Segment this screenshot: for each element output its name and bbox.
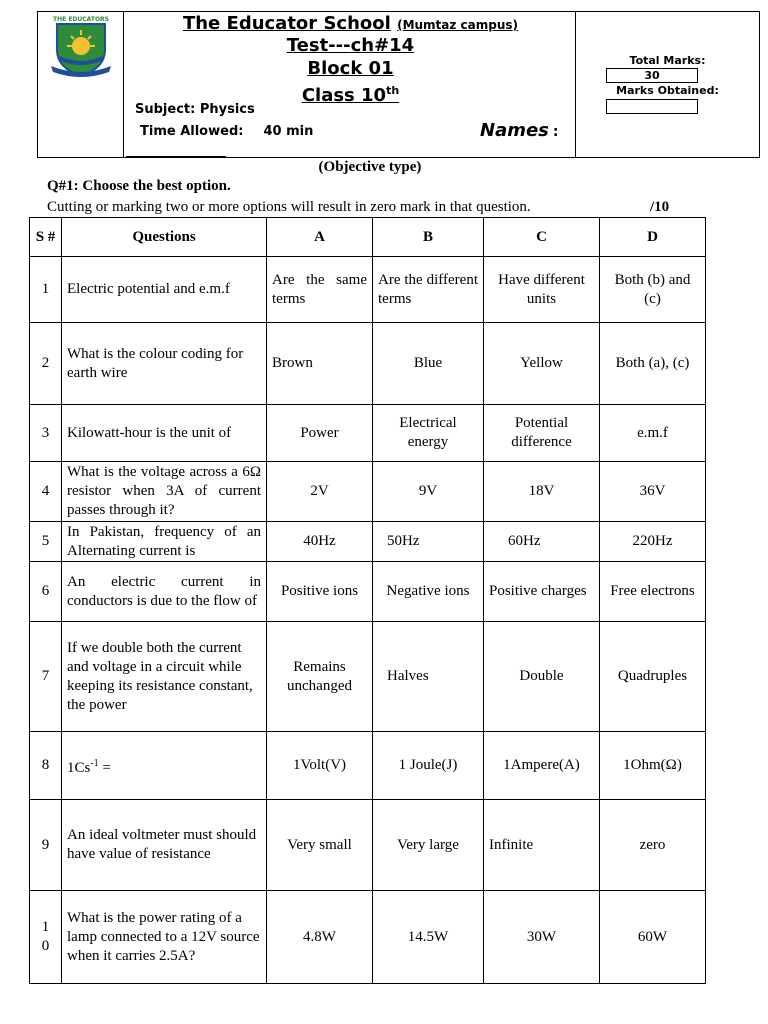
option-b[interactable]: 1 Joule(J) xyxy=(373,732,484,800)
campus-name: (Mumtaz campus) xyxy=(397,18,519,32)
option-c[interactable]: Yellow xyxy=(484,323,600,405)
option-b[interactable]: Very large xyxy=(373,800,484,891)
option-d[interactable]: 1Ohm(Ω) xyxy=(600,732,706,800)
option-a[interactable]: 4.8W xyxy=(267,891,373,984)
table-row xyxy=(30,323,706,405)
option-a[interactable]: Remains unchanged xyxy=(267,622,373,732)
option-d[interactable]: Free electrons xyxy=(600,562,706,622)
question-superscript: -1 xyxy=(90,757,99,769)
option-c[interactable]: Positive charges xyxy=(484,562,600,622)
names-label: Names xyxy=(480,120,549,141)
question-cell: In Pakistan, frequency of an Alternating current is xyxy=(62,522,267,562)
subject-label: Subject: Physics xyxy=(135,102,255,117)
section-marks: /10 xyxy=(650,199,670,215)
table-row xyxy=(30,257,706,323)
question-cell: What is the colour coding for earth wire xyxy=(62,323,267,405)
row-number: 2 xyxy=(30,323,62,405)
question-cell: An ideal voltmeter must should have value of resistance xyxy=(62,800,267,891)
table-row xyxy=(30,891,706,984)
question-cell: Electric potential and e.m.f xyxy=(62,257,267,323)
option-a[interactable]: Very small xyxy=(267,800,373,891)
option-d[interactable]: zero xyxy=(600,800,706,891)
name-write-line[interactable] xyxy=(126,156,226,157)
option-a[interactable]: Power xyxy=(267,405,373,462)
option-a[interactable]: 40Hz xyxy=(267,522,373,562)
option-d[interactable]: 220Hz xyxy=(600,522,706,562)
school-name: The Educator School xyxy=(182,13,391,34)
option-c[interactable]: Double xyxy=(484,622,600,732)
option-c[interactable]: 30W xyxy=(484,891,600,984)
marks-cell xyxy=(575,12,759,157)
block-title xyxy=(123,58,578,80)
option-d[interactable]: Quadruples xyxy=(600,622,706,732)
option-d[interactable]: e.m.f xyxy=(600,405,706,462)
names-field xyxy=(480,120,559,141)
school-logo-icon xyxy=(45,12,117,80)
option-a[interactable]: Brown xyxy=(267,323,373,405)
option-c[interactable]: Have different units xyxy=(484,257,600,323)
class-superscript: th xyxy=(386,84,400,97)
total-marks-box: 30 xyxy=(606,68,698,83)
row-number: 1 xyxy=(30,257,62,323)
row-number: 8 xyxy=(30,732,62,800)
test-label: Test---ch#14 xyxy=(286,35,415,56)
row-number: 10 xyxy=(30,891,62,984)
table-header-row xyxy=(30,218,706,257)
table-row xyxy=(30,800,706,891)
school-title xyxy=(123,13,578,36)
question-cell: If we double both the current and voltage in a circuit while keeping its resistance constant, the power xyxy=(62,622,267,732)
marks-obtained-box[interactable] xyxy=(606,99,698,114)
logo-text: THE EDUCATORS xyxy=(53,16,109,23)
question-cell: An electric current in conductors is due to the flow of xyxy=(62,562,267,622)
question-cell: What is the power rating of a lamp connected to a 12V source when it carries 2.5A? xyxy=(62,891,267,984)
header-a: A xyxy=(267,218,373,257)
question-text-tail: = xyxy=(98,759,111,776)
time-allowed xyxy=(140,124,313,139)
marks-obtained-label: Marks Obtained: xyxy=(616,84,719,97)
block-label: Block 01 xyxy=(307,58,394,79)
option-d[interactable]: 60W xyxy=(600,891,706,984)
header-box xyxy=(37,11,760,158)
mcq-table xyxy=(29,217,706,984)
option-d[interactable]: 36V xyxy=(600,462,706,522)
option-d[interactable]: Both (b) and (c) xyxy=(600,257,706,323)
class-label: Class 10 xyxy=(301,85,387,106)
header-c: C xyxy=(484,218,600,257)
option-b[interactable]: Electrical energy xyxy=(373,405,484,462)
table-row xyxy=(30,732,706,800)
option-c[interactable]: 1Ampere(A) xyxy=(484,732,600,800)
table-row xyxy=(30,405,706,462)
option-b[interactable]: 50Hz xyxy=(373,522,484,562)
option-a[interactable]: 2V xyxy=(267,462,373,522)
question-text: 1Cs xyxy=(67,759,91,776)
names-colon: : xyxy=(552,124,559,140)
header-b: B xyxy=(373,218,484,257)
table-row xyxy=(30,522,706,562)
header-sn: S # xyxy=(30,218,62,257)
option-a[interactable]: Are the same terms xyxy=(267,257,373,323)
total-marks-label: Total Marks: xyxy=(629,54,706,67)
time-label: Time Allowed: xyxy=(140,124,244,139)
row-number: 7 xyxy=(30,622,62,732)
test-title xyxy=(123,35,578,57)
question-title: Q#1: Choose the best option. xyxy=(47,178,231,194)
row-number: 6 xyxy=(30,562,62,622)
question-cell: What is the voltage across a 6Ω resistor when 3A of current passes through it? xyxy=(62,462,267,522)
row-number: 4 xyxy=(30,462,62,522)
logo-cell xyxy=(38,12,124,157)
option-b[interactable]: Halves xyxy=(373,622,484,732)
header-questions: Questions xyxy=(62,218,267,257)
option-c[interactable]: Infinite xyxy=(484,800,600,891)
option-c[interactable]: 18V xyxy=(484,462,600,522)
instruction-text: Cutting or marking two or more options will result in zero mark in that question. xyxy=(47,199,531,215)
option-a[interactable]: Positive ions xyxy=(267,562,373,622)
option-c[interactable]: Potential difference xyxy=(484,405,600,462)
option-d[interactable]: Both (a), (c) xyxy=(600,323,706,405)
table-row xyxy=(30,562,706,622)
time-value: 40 min xyxy=(263,124,314,139)
row-number: 3 xyxy=(30,405,62,462)
table-row xyxy=(30,622,706,732)
question-cell xyxy=(62,732,267,800)
question-cell: Kilowatt-hour is the unit of xyxy=(62,405,267,462)
table-row xyxy=(30,462,706,522)
section-type: (Objective type) xyxy=(318,159,422,175)
option-b[interactable]: Are the different terms xyxy=(373,257,484,323)
header-d: D xyxy=(600,218,706,257)
option-b[interactable]: Negative ions xyxy=(373,562,484,622)
row-number: 9 xyxy=(30,800,62,891)
option-b[interactable]: 9V xyxy=(373,462,484,522)
option-c[interactable]: 60Hz xyxy=(484,522,600,562)
row-number: 5 xyxy=(30,522,62,562)
option-b[interactable]: Blue xyxy=(373,323,484,405)
option-a[interactable]: 1Volt(V) xyxy=(267,732,373,800)
option-b[interactable]: 14.5W xyxy=(373,891,484,984)
